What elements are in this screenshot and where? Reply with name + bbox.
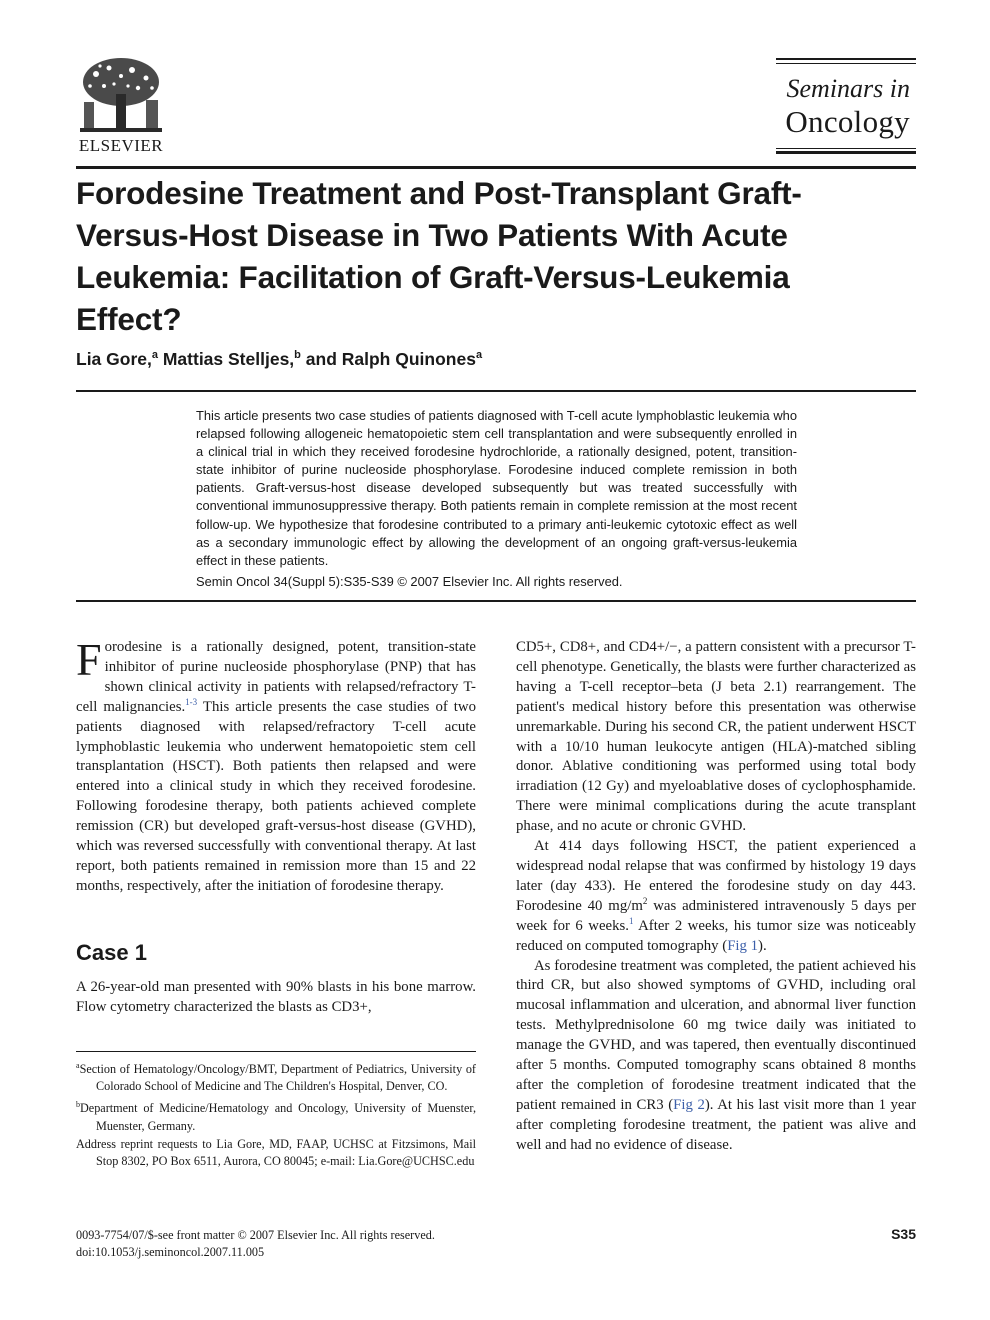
- author-name: Lia Gore,: [76, 349, 152, 369]
- intro-paragraph: [76, 634, 476, 897]
- case-text: A 26-year-old man presented with 90% blasts in his bone marrow. Flow cytometry characterized the blasts as CD3+,: [76, 979, 476, 1015]
- footnote-rule: [76, 1051, 476, 1052]
- superscript: 2: [642, 895, 648, 906]
- abstract: This article presents two case studies of patients diagnosed with T-cell acute lymphoblastic leukemia who relapsed following allogeneic hematopoietic stem cell transplantation and were subsequently enrolled in a clinical trial in which they received forodesine hydrochloride, a rationally designed, potent, transition-state inhibitor of purine nucleoside phosphorylase. Forodesine induced complete remission in both patients. Graft-versus-host disease developed subsequently but was treated successfully with conventional immunosuppressive therapy. Both patients remain in complete remission at the most recent follow-up. We hypothesize that forodesine contributed to a primary anti-leukemic cytotoxic effect as well as a secondary immunologic effect by allowing the development of an ongoing graft-versus-leukemia effect in these patients.: [196, 408, 797, 568]
- journal-logo: [776, 58, 916, 154]
- section-rule: [76, 390, 916, 392]
- publisher-name: ELSEVIER: [78, 136, 164, 155]
- journal-name-line1: Seminars in: [786, 74, 910, 103]
- figure-link[interactable]: Fig 2: [673, 1096, 705, 1113]
- right-column: [516, 638, 916, 1156]
- intro-text: This article presents the case studies of two patients diagnosed with relapsed/refractory T-cell acute lymphoblastic leukemia who underwent hematopoietic stem cell transplantation (HSCT). Both patients then relapsed and were entered into a clinical study in which they received forodesine. Following forodesine therapy, both patients achieved complete remission (CR) but developed graft-versus-host disease (GVHD), which was reversed successfully with conventional therapy. At last report, both patients remained in remission more than 15 and 22 months, respectively, after the initiation of forodesine therapy.: [76, 698, 476, 894]
- article-title: Forodesine Treatment and Post-Transplant Graft-Versus-Host Disease in Two Patients With Acute Leukemia: Facilitation of Graft-Versus-Leukemia Effect?: [76, 175, 802, 337]
- copyright-line: 0093-7754/07/$-see front matter © 2007 Elsevier Inc. All rights reserved.: [76, 1228, 435, 1242]
- author-affiliation-mark: b: [294, 349, 301, 362]
- footnote: $^b$Department of Medicine/Hematology and Oncology, University of Muenster, Muenster, Germany.: [76, 1100, 476, 1133]
- citation-line: Semin Oncol 34(Suppl 5):S35-S39 © 2007 Elsevier Inc. All rights reserved.: [196, 574, 623, 589]
- footnote: Address reprint requests to Lia Gore, MD, FAAP, UCHSC at Fitzsimons, Mail Stop 8302, PO Box 6511, Aurora, CO 80045; e-mail: Lia.Gore@UCHSC.edu: [76, 1136, 476, 1169]
- footnote-mark: b: [76, 1100, 80, 1110]
- elsevier-logo: [76, 56, 166, 156]
- copyright-footer: [76, 1227, 576, 1261]
- author-name: and Ralph Quinones: [305, 349, 476, 369]
- journal-rule-bottom: [776, 151, 916, 154]
- page-number: S35: [891, 1226, 916, 1242]
- journal-rule-bottom-thin: [776, 148, 916, 149]
- doi-line: doi:10.1053/j.seminoncol.2007.11.005: [76, 1245, 265, 1259]
- case-paragraph: At 414 days following HSCT, the patient experienced a widespread nodal relapse that was confirmed by histology 19 days later (day 433). He entered the forodesine study on day 443. Forodesine 40 $mg/m^2$ was administered intravenously 5 days per week for 6 weeks.$^1$ After 2 weeks, his tumor size was noticeably reduced on computed tomography (Fig 1).: [516, 838, 917, 954]
- case-paragraph: [76, 978, 476, 1018]
- footnote: $^a$Section of Hematology/Oncology/BMT, Department of Pediatrics, University of Colorado School of Medicine and The Children's Hospital, Denver, CO.: [76, 1061, 476, 1094]
- section-heading: Case 1: [76, 940, 147, 965]
- author-affiliation-mark: a: [151, 349, 158, 362]
- figure-link[interactable]: Fig 1: [727, 937, 759, 954]
- journal-rule-top: [776, 58, 916, 60]
- reference-link[interactable]: 1: [628, 915, 634, 926]
- elsevier-tree-icon: [76, 56, 166, 136]
- drop-cap: F: [76, 634, 102, 685]
- journal-rule-top-thin: [776, 63, 916, 64]
- author-affiliation-mark: a: [475, 349, 483, 362]
- intro-text: orodesine is a rationally designed, potent, transition-state inhibitor of purine nucleoside phosphorylase (PNP) that has shown clinical activity in patients with relapsed/refractory T-cell malignancies.: [76, 639, 476, 715]
- reference-link[interactable]: 1-3: [185, 696, 198, 707]
- footnote-mark: a: [76, 1061, 80, 1070]
- case-paragraph: As forodesine treatment was completed, the patient achieved his third CR, but also showed symptoms of GVHD, including oral mucosal inflammation and ulceration, and abnormal liver function tests. Methylprednisolone 60 mg twice daily was initiated to manage the GVHD, and was tapered, then eventually discontinued after 5 months. Computed tomography scans obtained 8 months after the completion of forodesine treatment indicated that the patient remained in CR3 (Fig 2). At his last visit more than 1 year after completing forodesine treatment, the patient was alive and well and had no evidence of disease.: [516, 957, 916, 1153]
- journal-name-line2: Oncology: [785, 104, 910, 139]
- case-text: CD5+, CD8+, and CD4+/−, a pattern consistent with a precursor T-cell phenotype. Genetically, the blasts were further characterized as having a T-cell receptor–beta (J beta 2.1) rearrangement. The patient's medical history before this presentation was otherwise unremarkable. During his second CR, the patient underwent HSCT with a 10/10 human leukocyte antigen (HLA)-matched sibling donor. Ablative conditioning was performed using total body irradiation (12 Gy) and myeloablative doses of cyclophosphamide. There were minimal complications during the acute transplant phase, and no acute or chronic GVHD.: [516, 639, 916, 835]
- section-rule: [76, 600, 916, 602]
- author-name: Mattias Stelljes,: [162, 349, 295, 369]
- header-rule: [76, 166, 916, 169]
- author-list: [76, 349, 816, 370]
- footnotes: [76, 1057, 476, 1171]
